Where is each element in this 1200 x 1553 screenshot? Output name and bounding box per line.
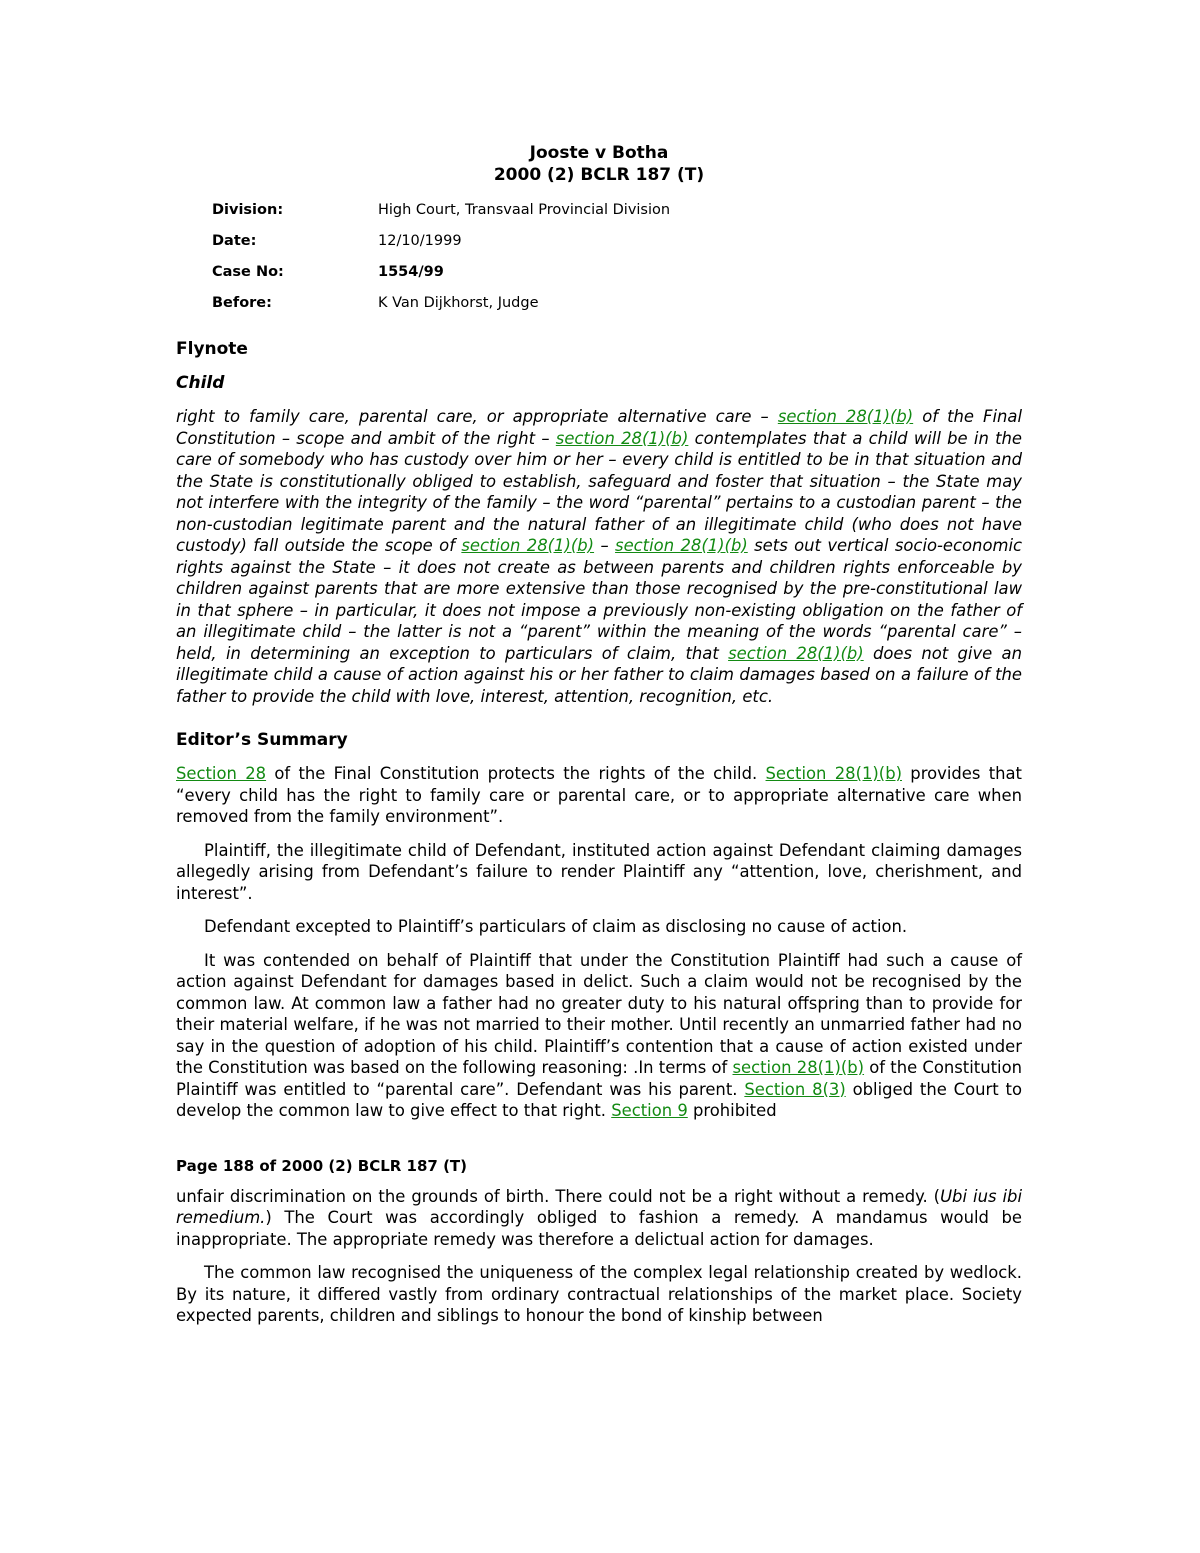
summary-paragraph-3: Defendant excepted to Plaintiff’s particulars of claim as disclosing no cause of action. (204, 917, 908, 936)
flynote-text: – (594, 536, 616, 555)
date-label: Date: (212, 233, 257, 249)
meta-row-date (212, 233, 1022, 264)
section-28-1-b-link[interactable]: section 28(1)(b) (615, 536, 748, 555)
flynote-text: contemplates that a child will be in the care of somebody who has custody over him or her – every child is entitled to be in that situation and the State is constitutionally obliged to establish, safeguard and foster that situation – the State may not interfere with the integrity of the family – the word “parental” pertains to a custodian parent – the non-custodian legitimate parent and the natural father of an illegitimate child (who does not have custody) fall outside the scope of (176, 428, 1022, 555)
meta-row-before (212, 295, 1022, 326)
flynote-paragraph (176, 406, 1022, 707)
caseno-label: Case No: (212, 264, 284, 280)
section-28-link[interactable]: Section 28 (176, 764, 267, 783)
summary-paragraph-1 (176, 763, 1022, 828)
section-28-1-b-link[interactable]: Section 28(1)(b) (765, 764, 902, 783)
continuation-text: ) The Court was accordingly obliged to fashion a remedy. A mandamus would be inappropriate. The appropriate remedy was therefore a delictual action for damages. (176, 1208, 1022, 1249)
summary-text: of the Final Constitution protects the rights of the child. (266, 764, 766, 783)
document-content (176, 142, 1022, 1327)
flynote-subheading: Child (176, 373, 225, 393)
continuation-paragraph-1 (176, 1186, 1022, 1251)
summary-text: prohibited (687, 1101, 777, 1120)
section-28-1-b-link[interactable]: section 28(1)(b) (728, 643, 864, 663)
case-citation: 2000 (2) BCLR 187 (T) (493, 165, 705, 185)
section-8-3-link[interactable]: Section 8(3) (744, 1079, 846, 1099)
summary-text: It was contended on behalf of Plaintiff that under the Constitution Plaintiff had such a cause of action against Defendant for damages based in delict. Such a claim would not be recognised by the common law. At common law a father had no greater duty to his natural offspring than to provide for their material welfare, if he was not married to their mother. Until recently an unmarried father had no say in the question of adoption of his child. Plaintiff’s contention that a cause of action existed under the Constitution was based on the following reasoning: .In terms of (176, 950, 1022, 1077)
flynote-heading: Flynote (176, 339, 248, 359)
division-label: Division: (212, 202, 284, 218)
continuation-paragraph-2: The common law recognised the uniqueness of the complex legal relationship created by wedlock. By its nature, it differed vastly from ordinary contractual relationships of the market place. Society expected parents, children and siblings to honour the bond of kinship between (176, 1263, 1022, 1325)
latin-maxim: Ubi ius ibi remedium. (176, 1186, 1022, 1227)
meta-row-division (212, 202, 1022, 233)
section-28-1-b-link[interactable]: section 28(1)(b) (461, 536, 595, 555)
summary-paragraph-2: Plaintiff, the illegitimate child of Defendant, instituted action against Defendant claiming damages allegedly arising from Defendant’s failure to render Plaintiff any “attention, love, cherishment, and interest”. (176, 840, 1022, 903)
section-28-1-b-link[interactable]: section 28(1)(b) (777, 407, 914, 426)
division-value: High Court, Transvaal Provincial Division (378, 202, 671, 218)
before-value: K Van Dijkhorst, Judge (378, 295, 539, 311)
summary-paragraph-4 (176, 950, 1022, 1122)
summary-text: of the Constitution Plaintiff was entitled to “parental care”. Defendant was his parent. (176, 1058, 1023, 1099)
editors-summary-heading: Editor’s Summary (176, 730, 348, 750)
caseno-value: 1554/99 (378, 264, 444, 280)
flynote-text: of the Final Constitution – scope and ambit of the right – (176, 407, 1023, 448)
section-28-1-b-link[interactable]: section 28(1)(b) (555, 428, 689, 448)
flynote-text: sets out vertical socio-economic rights against the State – it does not create as between parents and children rights enforceable by children against parents that are more extensive than those recognised by the pre-constitutional law in that sphere – in particular, it does not impose a previously non-existing obligation on the father of an illegitimate child – the latter is not a “parent” within the meaning of the words “parental care” – held, in determining an exception to particulars of claim, that (176, 536, 1023, 663)
continuation-text: unfair discrimination on the grounds of birth. There could not be a right without a remedy. ( (176, 1186, 941, 1206)
before-label: Before: (212, 295, 272, 311)
case-metadata (212, 202, 1022, 326)
flynote-text: right to family care, parental care, or appropriate alternative care – (176, 407, 778, 426)
case-title: Jooste v Botha (529, 143, 669, 163)
page-header: Page 188 of 2000 (2) BCLR 187 (T) (176, 1156, 468, 1175)
summary-text: provides that “every child has the right to family care or parental care, or to appropriate alternative care when removed from the family environment”. (176, 764, 1022, 826)
section-9-link[interactable]: Section 9 (611, 1101, 688, 1120)
meta-row-caseno (212, 264, 1022, 295)
section-28-1-b-link[interactable]: section 28(1)(b) (732, 1058, 865, 1077)
summary-text: obliged the Court to develop the common law to give effect to that right. (176, 1079, 1022, 1120)
date-value: 12/10/1999 (378, 233, 462, 249)
flynote-text: does not give an illegitimate child a cause of action against his or her father to claim damages based on a failure of the father to provide the child with love, interest, attention, recognition, etc. (176, 643, 1022, 706)
